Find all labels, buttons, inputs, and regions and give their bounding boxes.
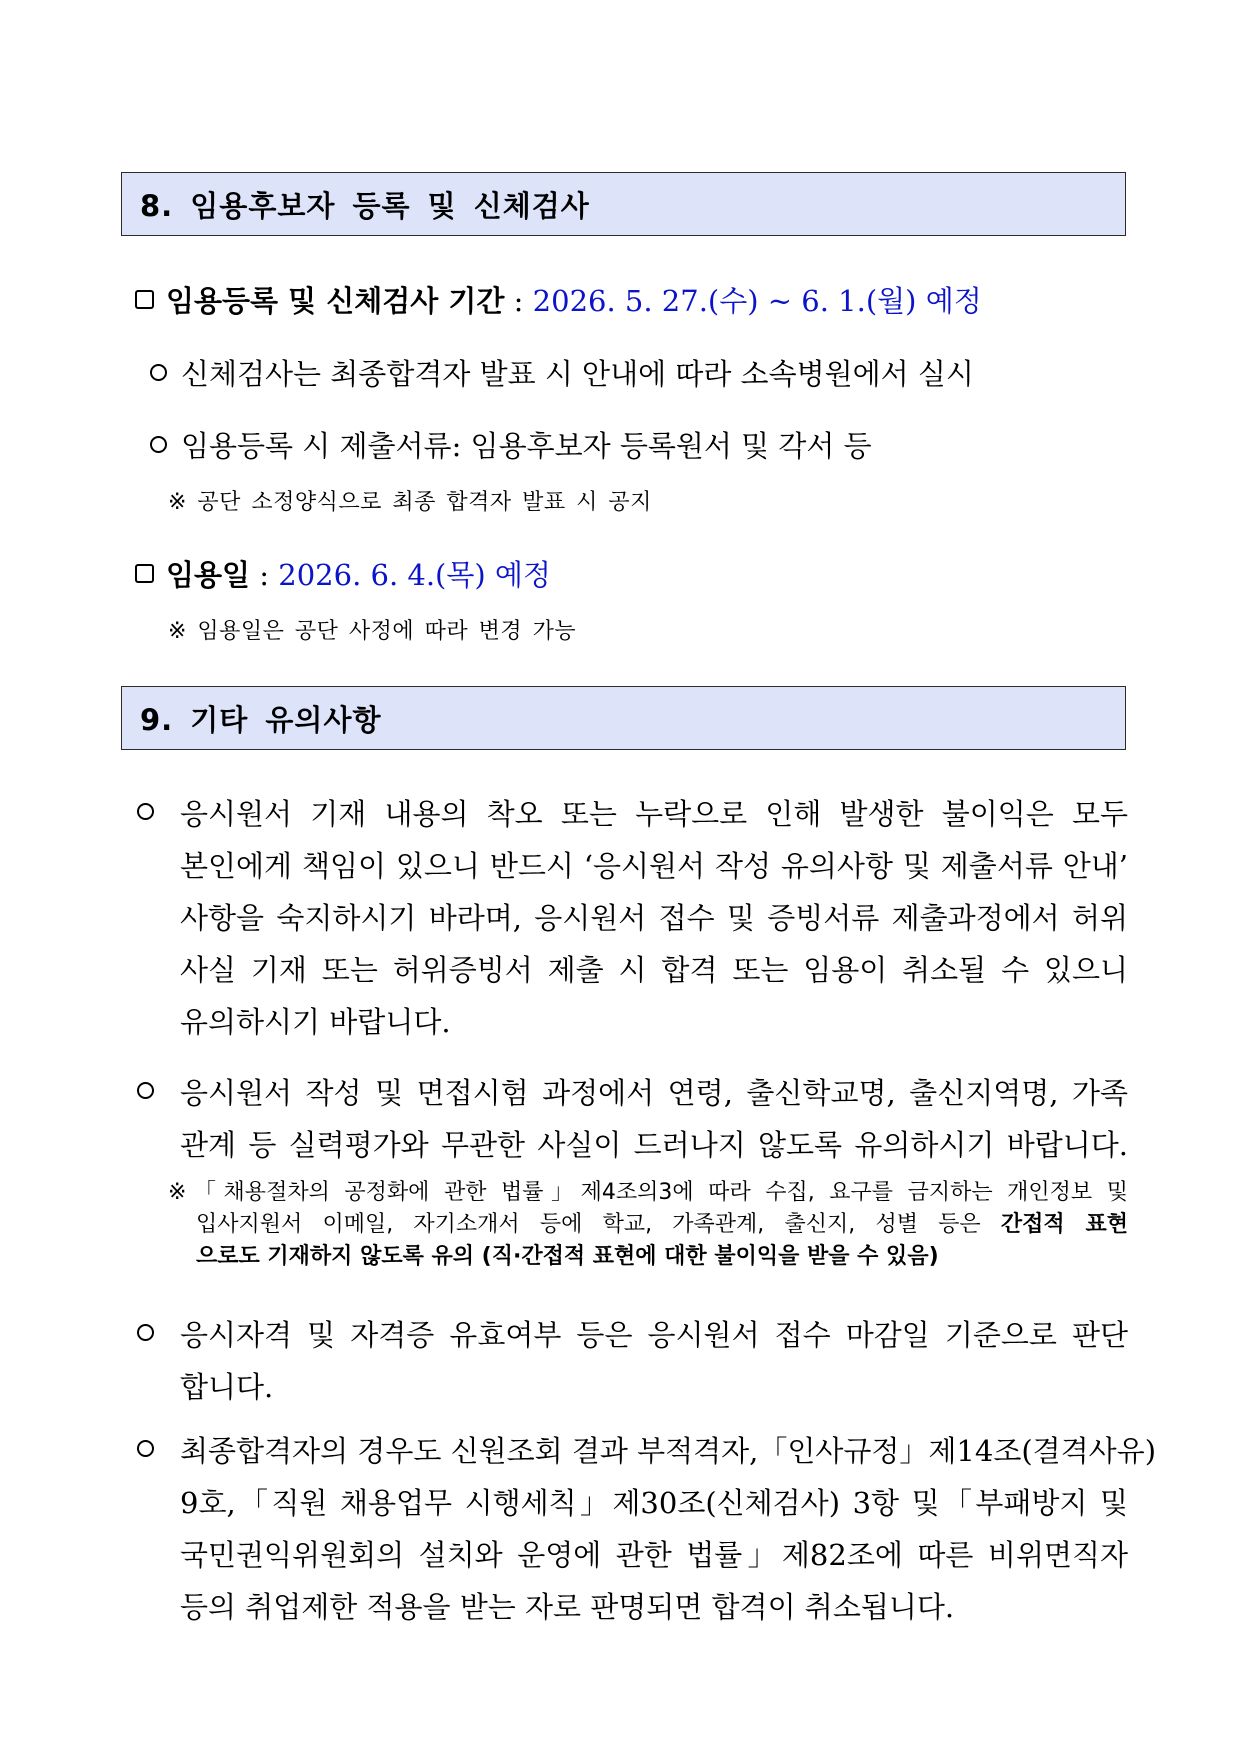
section-8-header bbox=[121, 172, 1126, 236]
paragraph-line: 응시자격 및 자격증 유효여부 등은 응시원서 접수 마감일 기준으로 판단 bbox=[180, 1318, 1128, 1352]
circle-bullet-icon bbox=[150, 364, 167, 381]
paragraph-line: 사항을 숙지하시기 바라며, 응시원서 접수 및 증빙서류 제출과정에서 허위 bbox=[180, 901, 1128, 935]
paragraph-line: 응시원서 기재 내용의 착오 또는 누락으로 인해 발생한 불이익은 모두 bbox=[180, 797, 1128, 831]
list-item bbox=[150, 424, 872, 465]
checkbox-icon bbox=[135, 290, 154, 309]
note-form: ※ 공단 소정양식으로 최종 합격자 발표 시 공지 bbox=[168, 490, 652, 515]
paragraph-line: 국민권익위원회의 설치와 운영에 관한 법률」제82조에 따른 비위면직자 bbox=[180, 1538, 1128, 1572]
paragraph-line: 응시원서 작성 및 면접시험 과정에서 연령, 출신학교명, 출신지역명, 가족 bbox=[180, 1076, 1128, 1110]
appointment-date-line bbox=[135, 553, 551, 594]
paragraph-line: 사실 기재 또는 허위증빙서 제출 시 합격 또는 임용이 취소될 수 있으니 bbox=[180, 953, 1128, 987]
circle-bullet-icon bbox=[137, 1082, 154, 1099]
paragraph-line: 관계 등 실력평가와 무관한 사실이 드러나지 않도록 유의하시기 바랍니다. bbox=[180, 1128, 1128, 1162]
paragraph-line: 최종합격자의 경우도 신원조회 결과 부적격자,「인사규정」제14조(결격사유) bbox=[180, 1434, 1157, 1468]
period-value: 2026. 5. 27.(수) ~ 6. 1.(월) 예정 bbox=[532, 284, 982, 318]
paragraph-line: 등의 취업제한 적용을 받는 자로 판명되면 합격이 취소됩니다. bbox=[180, 1590, 955, 1624]
circle-bullet-icon bbox=[150, 436, 167, 453]
notice-paragraph-4 bbox=[180, 1425, 1157, 1633]
circle-bullet-icon bbox=[137, 1324, 154, 1341]
note-emphasis: 간접적 표현 bbox=[1000, 1212, 1128, 1237]
paragraph-line: 합니다. bbox=[180, 1370, 274, 1404]
paragraph-line: 9호,「직원 채용업무 시행세칙」제30조(신체검사) 3항 및「부패방지 및 bbox=[180, 1486, 1128, 1520]
privacy-note bbox=[168, 1177, 1128, 1273]
paragraph-line: 유의하시기 바랍니다. bbox=[180, 1005, 451, 1039]
notice-paragraph-2 bbox=[180, 1067, 1128, 1171]
date-value: 2026. 6. 4.(목) 예정 bbox=[278, 558, 551, 592]
note-text: 입사지원서 이메일, 자기소개서 등에 학교, 가족관계, 출신지, 성별 등은 bbox=[196, 1212, 1001, 1237]
section-9-header bbox=[121, 686, 1126, 750]
list-item-text: 신체검사는 최종합격자 발표 시 안내에 따라 소속병원에서 실시 bbox=[181, 357, 974, 391]
registration-period-line bbox=[135, 279, 982, 320]
circle-bullet-icon bbox=[137, 803, 154, 820]
date-separator: : bbox=[250, 558, 279, 592]
date-label: 임용일 bbox=[166, 558, 251, 592]
section-9-title: 9. 기타 유의사항 bbox=[140, 702, 382, 737]
list-item bbox=[150, 352, 974, 393]
list-item-text: 임용등록 시 제출서류: 임용후보자 등록원서 및 각서 등 bbox=[181, 429, 872, 463]
note-line: ※「채용절차의 공정화에 관한 법률」제4조의3에 따라 수집, 요구를 금지하는 개인정보 및 bbox=[168, 1180, 1128, 1205]
note-date-change: ※ 임용일은 공단 사정에 따라 변경 가능 bbox=[168, 619, 577, 644]
checkbox-icon bbox=[135, 564, 154, 583]
note-line bbox=[168, 1209, 1128, 1241]
notice-paragraph-3 bbox=[180, 1309, 1128, 1413]
section-8-title: 8. 임용후보자 등록 및 신체검사 bbox=[140, 188, 590, 223]
paragraph-line: 본인에게 책임이 있으니 반드시 ‘응시원서 작성 유의사항 및 제출서류 안내’ bbox=[180, 849, 1128, 883]
note-line: 으로도 기재하지 않도록 유의 (직·간접적 표현에 대한 불이익을 받을 수 있음) bbox=[196, 1244, 939, 1269]
period-label: 임용등록 및 신체검사 기간 bbox=[166, 284, 505, 318]
notice-paragraph-1 bbox=[180, 788, 1128, 1048]
circle-bullet-icon bbox=[137, 1440, 154, 1457]
period-separator: : bbox=[504, 284, 533, 318]
